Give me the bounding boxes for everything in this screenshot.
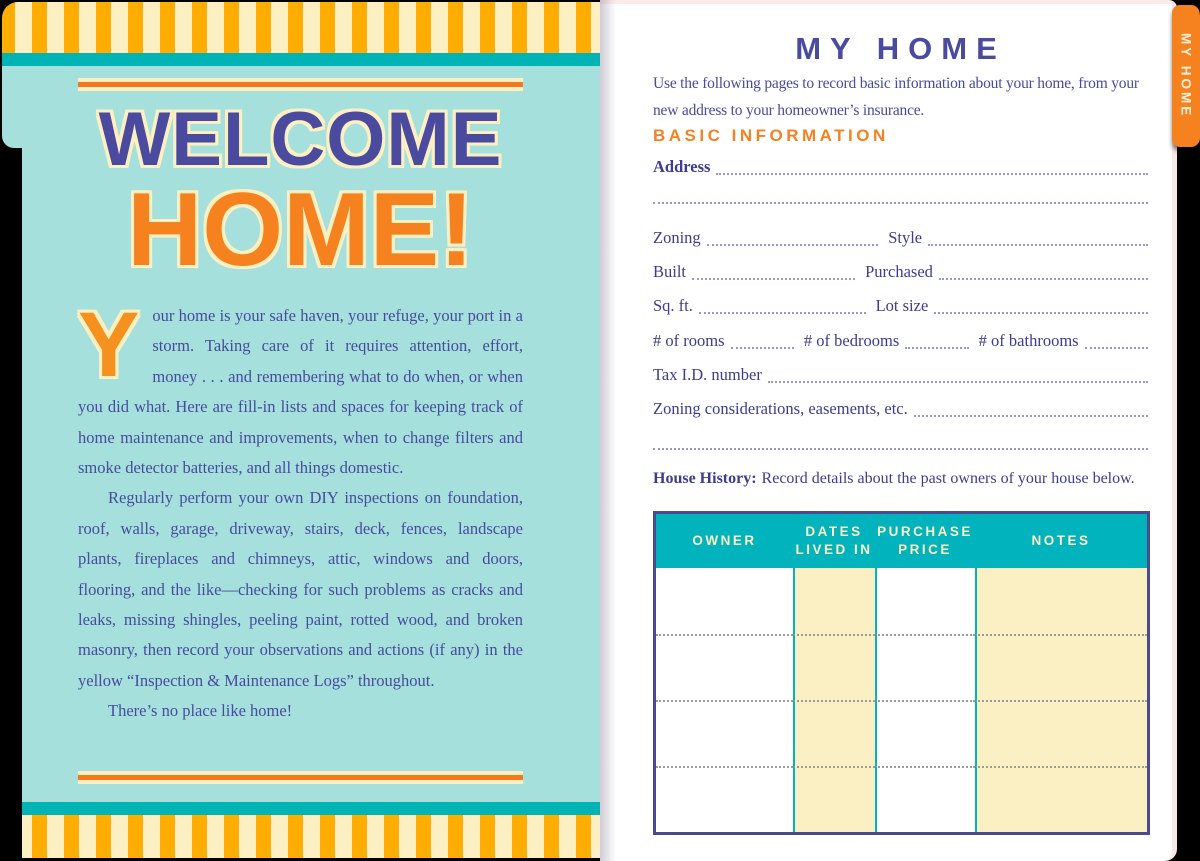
field-label-lot-size: Lot size bbox=[875, 296, 929, 315]
built-input-line[interactable] bbox=[692, 278, 855, 280]
table-cell-notes[interactable] bbox=[975, 766, 1147, 832]
rooms-input-line[interactable] bbox=[731, 347, 794, 349]
table-header-owner: OWNER bbox=[656, 514, 793, 568]
purchased-input-line[interactable] bbox=[939, 278, 1148, 280]
house-history-table bbox=[653, 511, 1150, 835]
table-cell-dates[interactable] bbox=[793, 700, 875, 766]
bedrooms-input-line[interactable] bbox=[905, 347, 968, 349]
bathrooms-input-line[interactable] bbox=[1085, 347, 1148, 349]
striped-border-top bbox=[2, 2, 600, 53]
field-label-built: Built bbox=[653, 262, 687, 281]
zoning-input-line[interactable] bbox=[707, 244, 879, 246]
field-label-style: Style bbox=[888, 228, 923, 247]
house-history-note bbox=[653, 470, 1153, 488]
address-input-line[interactable] bbox=[716, 173, 1148, 175]
address-input-line-2[interactable] bbox=[653, 202, 1148, 204]
my-home-tab[interactable] bbox=[1172, 5, 1200, 147]
table-cell-owner[interactable] bbox=[656, 766, 793, 832]
field-row-considerations-continuation bbox=[653, 430, 1148, 452]
table-cell-notes[interactable] bbox=[975, 634, 1147, 700]
intro-paragraph bbox=[78, 294, 523, 483]
field-row-zoning-style bbox=[653, 226, 1148, 248]
gutter-shadow bbox=[600, 0, 616, 861]
field-row-considerations bbox=[653, 397, 1148, 419]
table-cell-owner[interactable] bbox=[656, 568, 793, 634]
page-title: MY HOME bbox=[795, 31, 1006, 66]
house-history-label: House History: bbox=[653, 470, 757, 487]
intro-paragraph-text: our home is your safe haven, your refuge, your port in a storm. Taking care of it requires attention, effort, money . . . and remembering what to do when, or when you did what. Here are fill-in lists and spaces for keeping track of home maintenance and improvements, when to change filters and smoke detector batteries, and all things domestic. bbox=[78, 306, 523, 478]
field-label-sqft: Sq. ft. bbox=[653, 296, 693, 315]
dropcap: Y bbox=[78, 294, 140, 396]
table-cell-owner[interactable] bbox=[656, 700, 793, 766]
decorative-rule-top bbox=[78, 78, 523, 91]
field-row-address-continuation bbox=[653, 184, 1148, 206]
table-header-notes: NOTES bbox=[975, 514, 1147, 568]
field-row-built-purchased bbox=[653, 260, 1148, 282]
home-title: HOME! bbox=[127, 172, 474, 288]
tax-id-input-line[interactable] bbox=[768, 381, 1148, 383]
table-header-purchase-price: PURCHASE PRICE bbox=[875, 514, 975, 568]
field-label-bedrooms: # of bedrooms bbox=[803, 331, 900, 350]
section-heading-basic-information: BASIC INFORMATION bbox=[653, 126, 889, 145]
page-intro: Use the following pages to record basic information about your home, from your new address to your homeowner’s insurance. bbox=[653, 75, 1139, 119]
table-cell-price[interactable] bbox=[875, 766, 975, 832]
welcome-title: WELCOME bbox=[98, 97, 503, 182]
teal-bar-bottom bbox=[22, 802, 600, 815]
field-label-bathrooms: # of bathrooms bbox=[978, 331, 1079, 350]
table-cell-notes[interactable] bbox=[975, 568, 1147, 634]
field-row-sqft-lotsize bbox=[653, 294, 1148, 316]
table-cell-dates[interactable] bbox=[793, 634, 875, 700]
decorative-rule-bottom bbox=[78, 771, 523, 784]
teal-bar-top bbox=[2, 53, 600, 66]
inspection-paragraph: Regularly perform your own DIY inspections on foundation, roof, walls, garage, driveway, stairs, deck, fences, landscape plants, fireplaces and chimneys, attic, windows and doors, flooring, and the like—checking for such problems as cracks and leaks, missing shingles, peeling paint, rotted wood, and broken masonry, then record your observations and actions (if any) in the yellow “Inspection & Maintenance Logs” throughout. bbox=[78, 488, 523, 690]
sqft-input-line[interactable] bbox=[699, 312, 866, 314]
table-cell-price[interactable] bbox=[875, 568, 975, 634]
table-cell-notes[interactable] bbox=[975, 700, 1147, 766]
field-label-considerations: Zoning considerations, easements, etc. bbox=[653, 399, 908, 418]
style-input-line[interactable] bbox=[928, 244, 1148, 246]
house-history-text: Record details about the past owners of your house below. bbox=[761, 470, 1135, 487]
field-label-zoning: Zoning bbox=[653, 228, 701, 247]
table-cell-owner[interactable] bbox=[656, 634, 793, 700]
considerations-input-line[interactable] bbox=[914, 415, 1148, 417]
table-cell-price[interactable] bbox=[875, 634, 975, 700]
table-header-dates-lived-in: DATES LIVED IN bbox=[793, 514, 875, 568]
intro-copy bbox=[78, 294, 523, 727]
lot-size-input-line[interactable] bbox=[934, 312, 1148, 314]
table-cell-dates[interactable] bbox=[793, 766, 875, 832]
striped-border-bottom bbox=[22, 815, 600, 858]
field-label-rooms: # of rooms bbox=[653, 331, 725, 350]
table-cell-dates[interactable] bbox=[793, 568, 875, 634]
field-row-address bbox=[653, 155, 1148, 177]
my-home-tab-label: MY HOME bbox=[1178, 33, 1194, 119]
closing-line: There’s no place like home! bbox=[108, 701, 293, 721]
field-row-rooms bbox=[653, 329, 1148, 351]
field-label-address: Address bbox=[653, 157, 711, 176]
field-label-purchased: Purchased bbox=[865, 262, 933, 281]
table-cell-price[interactable] bbox=[875, 700, 975, 766]
considerations-input-line-2[interactable] bbox=[653, 448, 1148, 450]
field-label-tax-id: Tax I.D. number bbox=[653, 365, 762, 384]
field-row-tax-id bbox=[653, 363, 1148, 385]
